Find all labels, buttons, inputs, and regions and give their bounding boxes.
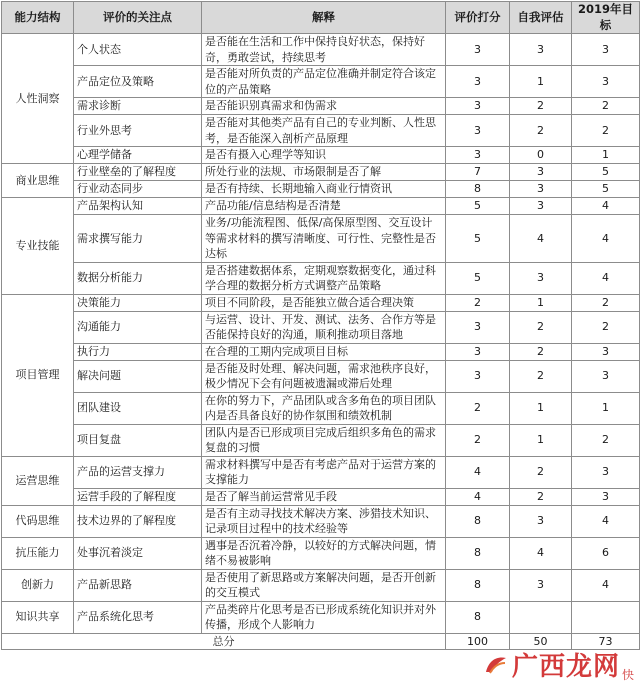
target-cell: 2 — [572, 98, 640, 115]
table-body — [2, 34, 640, 650]
score-cell: 3 — [446, 311, 510, 343]
score-cell: 2 — [446, 424, 510, 456]
header-score: 评价打分 — [446, 2, 510, 34]
self-assessment-cell: 2 — [510, 488, 572, 505]
description-cell: 产品类碎片化思考是否已形成系统化知识并对外传播，形成个人影响力 — [202, 601, 446, 633]
table-row — [2, 115, 640, 147]
score-cell: 4 — [446, 456, 510, 488]
focus-cell: 运营手段的了解程度 — [74, 488, 202, 505]
table-row — [2, 505, 640, 537]
header-description: 解释 — [202, 2, 446, 34]
target-cell: 6 — [572, 537, 640, 569]
self-assessment-cell — [510, 601, 572, 633]
self-assessment-cell: 1 — [510, 392, 572, 424]
self-assessment-cell: 3 — [510, 262, 572, 294]
target-cell: 3 — [572, 456, 640, 488]
description-cell: 项目不同阶段，是否能独立做合适合理决策 — [202, 294, 446, 311]
focus-cell: 需求撰写能力 — [74, 215, 202, 263]
focus-cell: 心理学储备 — [74, 147, 202, 164]
score-cell: 3 — [446, 34, 510, 66]
header-row — [2, 2, 640, 34]
score-cell: 8 — [446, 569, 510, 601]
target-cell: 4 — [572, 215, 640, 263]
score-cell: 2 — [446, 294, 510, 311]
score-cell: 3 — [446, 343, 510, 360]
target-cell: 2 — [572, 115, 640, 147]
score-cell: 4 — [446, 488, 510, 505]
score-cell: 3 — [446, 115, 510, 147]
watermark — [483, 646, 634, 683]
capability-table — [1, 1, 640, 650]
self-assessment-cell: 2 — [510, 115, 572, 147]
table-row — [2, 569, 640, 601]
category-cell: 知识共享 — [2, 601, 74, 633]
score-cell: 8 — [446, 505, 510, 537]
score-cell: 8 — [446, 537, 510, 569]
self-assessment-cell: 0 — [510, 147, 572, 164]
self-assessment-cell: 1 — [510, 424, 572, 456]
target-cell: 4 — [572, 569, 640, 601]
category-cell: 抗压能力 — [2, 537, 74, 569]
target-cell — [572, 601, 640, 633]
score-cell: 8 — [446, 181, 510, 198]
watermark-logo-icon — [483, 654, 509, 676]
target-cell: 4 — [572, 505, 640, 537]
table-row — [2, 34, 640, 66]
target-cell: 4 — [572, 262, 640, 294]
self-assessment-cell: 2 — [510, 343, 572, 360]
description-cell: 是否能对所负责的产品定位准确并制定符合该定位的产品策略 — [202, 66, 446, 98]
header-target: 2019年目标 — [572, 2, 640, 34]
table-row — [2, 215, 640, 263]
score-cell: 5 — [446, 198, 510, 215]
focus-cell: 沟通能力 — [74, 311, 202, 343]
self-assessment-cell: 3 — [510, 505, 572, 537]
focus-cell: 行业壁垒的了解程度 — [74, 164, 202, 181]
score-cell: 8 — [446, 601, 510, 633]
self-assessment-cell: 1 — [510, 66, 572, 98]
description-cell: 是否能识别真需求和伪需求 — [202, 98, 446, 115]
category-cell: 项目管理 — [2, 294, 74, 456]
self-assessment-cell: 2 — [510, 360, 572, 392]
score-cell: 3 — [446, 98, 510, 115]
description-cell: 是否能对其他类产品有自己的专业判断、人性思考，是否能深入剖析产品原理 — [202, 115, 446, 147]
category-cell: 运营思维 — [2, 456, 74, 505]
description-cell: 是否了解当前运营常见手段 — [202, 488, 446, 505]
focus-cell: 执行力 — [74, 343, 202, 360]
focus-cell: 行业动态同步 — [74, 181, 202, 198]
category-cell: 人性洞察 — [2, 34, 74, 164]
category-cell: 专业技能 — [2, 198, 74, 295]
header-category: 能力结构 — [2, 2, 74, 34]
description-cell: 在合理的工期内完成项目目标 — [202, 343, 446, 360]
self-assessment-cell: 3 — [510, 569, 572, 601]
table-row — [2, 360, 640, 392]
description-cell: 业务/功能流程图、低保/高保原型图、交互设计等需求材料的撰写清晰度、可行性、完整性是否达标 — [202, 215, 446, 263]
header-self-assessment: 自我评估 — [510, 2, 572, 34]
table-row — [2, 66, 640, 98]
target-cell: 2 — [572, 424, 640, 456]
focus-cell: 技术边界的了解程度 — [74, 505, 202, 537]
focus-cell: 产品的运营支撑力 — [74, 456, 202, 488]
table-row — [2, 601, 640, 633]
focus-cell: 团队建设 — [74, 392, 202, 424]
score-cell: 3 — [446, 360, 510, 392]
self-assessment-cell: 2 — [510, 98, 572, 115]
target-cell: 1 — [572, 392, 640, 424]
target-cell: 3 — [572, 34, 640, 66]
total-label: 总分 — [2, 633, 446, 650]
focus-cell: 解决问题 — [74, 360, 202, 392]
score-cell: 3 — [446, 66, 510, 98]
description-cell: 是否有持续、长期地输入商业行情资讯 — [202, 181, 446, 198]
target-cell: 1 — [572, 147, 640, 164]
description-cell: 是否有主动寻找技术解决方案、涉猎技术知识、记录项目过程中的技术经验等 — [202, 505, 446, 537]
target-cell: 2 — [572, 294, 640, 311]
description-cell: 团队内是否已形成项目完成后组织多角色的需求复盘的习惯 — [202, 424, 446, 456]
focus-cell: 处事沉着淡定 — [74, 537, 202, 569]
table-row — [2, 311, 640, 343]
table-row — [2, 181, 640, 198]
table-row — [2, 294, 640, 311]
score-cell: 5 — [446, 215, 510, 263]
self-assessment-cell: 4 — [510, 215, 572, 263]
total-self-assessment: 50 — [510, 633, 572, 650]
self-assessment-cell: 3 — [510, 181, 572, 198]
focus-cell: 个人状态 — [74, 34, 202, 66]
target-cell: 3 — [572, 360, 640, 392]
focus-cell: 产品系统化思考 — [74, 601, 202, 633]
table-row — [2, 98, 640, 115]
description-cell: 是否能及时处理、解决问题，需求池秩序良好，极少情况下会有问题被遗漏或滞后处理 — [202, 360, 446, 392]
table-row — [2, 164, 640, 181]
score-cell: 3 — [446, 147, 510, 164]
table-row — [2, 488, 640, 505]
table-row — [2, 262, 640, 294]
self-assessment-cell: 3 — [510, 164, 572, 181]
self-assessment-cell: 2 — [510, 311, 572, 343]
table-row — [2, 198, 640, 215]
category-cell: 创新力 — [2, 569, 74, 601]
category-cell: 商业思维 — [2, 164, 74, 198]
target-cell: 2 — [572, 311, 640, 343]
target-cell: 3 — [572, 488, 640, 505]
target-cell: 5 — [572, 164, 640, 181]
table-row — [2, 424, 640, 456]
self-assessment-cell: 3 — [510, 34, 572, 66]
focus-cell: 产品架构认知 — [74, 198, 202, 215]
description-cell: 遇事是否沉着冷静，以较好的方式解决问题，情绪不易被影响 — [202, 537, 446, 569]
table-row — [2, 537, 640, 569]
self-assessment-cell: 1 — [510, 294, 572, 311]
focus-cell: 产品新思路 — [74, 569, 202, 601]
target-cell: 3 — [572, 343, 640, 360]
total-score: 100 — [446, 633, 510, 650]
focus-cell: 决策能力 — [74, 294, 202, 311]
table-row — [2, 343, 640, 360]
self-assessment-cell: 2 — [510, 456, 572, 488]
self-assessment-cell: 4 — [510, 537, 572, 569]
watermark-text: 广西龙网 — [511, 652, 620, 682]
focus-cell: 产品定位及策略 — [74, 66, 202, 98]
target-cell: 3 — [572, 66, 640, 98]
focus-cell: 项目复盘 — [74, 424, 202, 456]
description-cell: 是否搭建数据体系，定期观察数据变化，通过科学合理的数据分析方式调整产品策略 — [202, 262, 446, 294]
description-cell: 是否能在生活和工作中保持良好状态，保持好奇，勇敢尝试，持续思考 — [202, 34, 446, 66]
score-cell: 7 — [446, 164, 510, 181]
focus-cell: 数据分析能力 — [74, 262, 202, 294]
description-cell: 需求材料撰写中是否有考虑产品对于运营方案的支撑能力 — [202, 456, 446, 488]
description-cell: 在你的努力下，产品团队或含多角色的项目团队内是否具备良好的协作氛围和绩效机制 — [202, 392, 446, 424]
description-cell: 是否有摄入心理学等知识 — [202, 147, 446, 164]
focus-cell: 需求诊断 — [74, 98, 202, 115]
focus-cell: 行业外思考 — [74, 115, 202, 147]
total-target: 73 — [572, 633, 640, 650]
category-cell: 代码思维 — [2, 505, 74, 537]
table-row — [2, 456, 640, 488]
description-cell: 与运营、设计、开发、测试、法务、合作方等是否能保持良好的沟通，顺利推动项目落地 — [202, 311, 446, 343]
self-assessment-cell: 3 — [510, 198, 572, 215]
description-cell: 产品功能/信息结构是否清楚 — [202, 198, 446, 215]
watermark-small-text: 快 — [621, 668, 634, 682]
header-focus: 评价的关注点 — [74, 2, 202, 34]
score-cell: 5 — [446, 262, 510, 294]
target-cell: 5 — [572, 181, 640, 198]
table-row — [2, 392, 640, 424]
description-cell: 是否使用了新思路或方案解决问题，是否开创新的交互模式 — [202, 569, 446, 601]
score-cell: 2 — [446, 392, 510, 424]
table-row — [2, 147, 640, 164]
description-cell: 所处行业的法规、市场限制是否了解 — [202, 164, 446, 181]
target-cell: 4 — [572, 198, 640, 215]
total-row — [2, 633, 640, 650]
